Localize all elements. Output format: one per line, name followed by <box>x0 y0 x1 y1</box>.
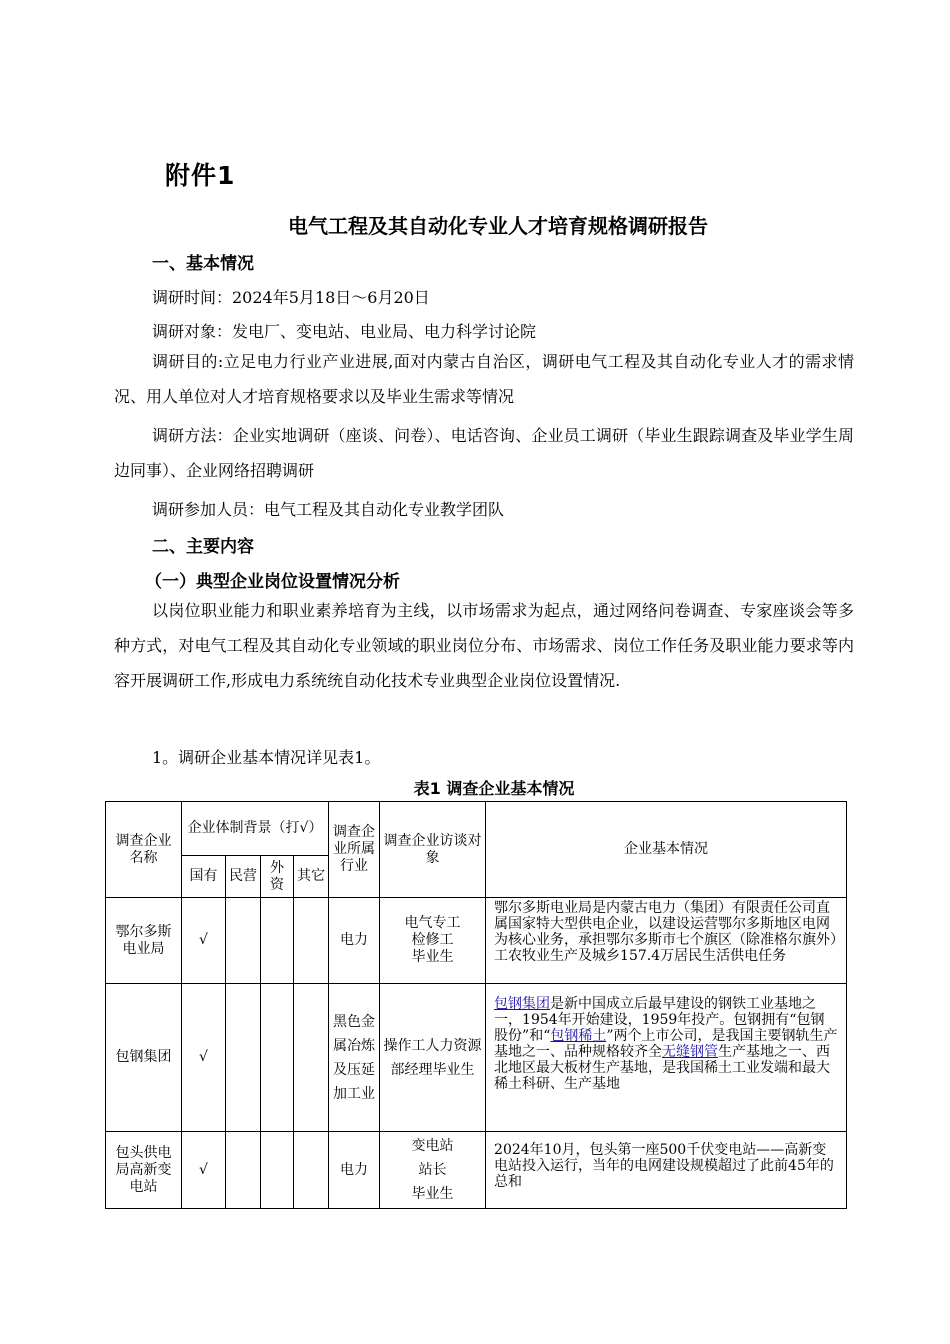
state-owned-check: √ <box>182 984 226 1132</box>
header-foreign: 外资 <box>261 856 294 898</box>
industry-cell: 电力 <box>329 1132 380 1209</box>
subsection1-heading: （一）典型企业岗位设置情况分析 <box>145 572 400 592</box>
other-check <box>294 898 329 984</box>
header-basic-info: 企业基本情况 <box>486 802 847 898</box>
header-private: 民营 <box>226 856 261 898</box>
header-company-name: 调查企业名称 <box>106 802 182 898</box>
company-description: 2024年10月，包头第一座500千伏变电站——高新变电站投入运行，当年的电网建设规模超过了此前45年的总和 <box>486 1132 847 1209</box>
foreign-check <box>261 1132 294 1209</box>
private-check <box>226 898 261 984</box>
table-row <box>106 898 847 984</box>
company-description <box>486 984 847 1132</box>
report-title: 电气工程及其自动化专业人才培育规格调研报告 <box>288 214 708 238</box>
description-text: ”两个上市公司，是我国主要钢轨生产基地之一、品种规格较齐全 <box>494 1028 838 1060</box>
link-baotou-steel-group[interactable]: 包钢集团 <box>494 996 551 1012</box>
state-owned-check: √ <box>182 1132 226 1209</box>
description-text: 生产基地之一、西北地区最大板材生产基地，是我国稀土工业发端和最大稀土科研、生产基地 <box>494 1044 831 1092</box>
table-title: 表1 调查企业基本情况 <box>413 779 575 798</box>
survey-method: 调研方法：企业实地调研（座谈、问卷）、电话咨询、企业员工调研（毕业生跟踪调查及毕业学生周边同事）、企业网络招聘调研 <box>114 426 854 480</box>
table-header-row <box>106 802 847 856</box>
company-name-cell: 包钢集团 <box>106 984 182 1132</box>
section1-heading: 一、基本情况 <box>152 254 254 274</box>
annex-label: 附件1 <box>165 161 236 190</box>
section2-heading: 二、主要内容 <box>152 537 254 557</box>
private-check <box>226 1132 261 1209</box>
link-seamless-steel-pipe[interactable]: 无缝钢管 <box>662 1044 719 1060</box>
interviewee-cell: 操作工人力资源部经理毕业生 <box>380 984 486 1132</box>
other-check <box>294 1132 329 1209</box>
table-reference: 1。调研企业基本情况详见表1。 <box>152 748 381 767</box>
header-state-owned: 国有 <box>182 856 226 898</box>
foreign-check <box>261 898 294 984</box>
company-description: 鄂尔多斯电业局是内蒙古电力（集团）有限责任公司直属国家特大型供电企业，以建设运营鄂尔多斯地区电网为核心业务，承担鄂尔多斯市七个旗区（除准格尔旗外）工农牧业生产及城乡157.4万居民生活供电任务 <box>486 898 847 984</box>
survey-table <box>105 801 847 1209</box>
survey-object: 调研对象：发电厂、变电站、电业局、电力科学讨论院 <box>152 322 537 341</box>
description-text: 是新中国成立后最早建设的钢铁工业基地之一，1954年开始建设，1959年投产。包钢拥有“包钢股份”和“ <box>494 996 825 1044</box>
other-check <box>294 984 329 1132</box>
table-row <box>106 984 847 1132</box>
company-name-cell: 鄂尔多斯电业局 <box>106 898 182 984</box>
survey-time: 调研时间：2024年5月18日～6月20日 <box>152 288 430 307</box>
survey-purpose: 调研目的:立足电力行业产业进展,面对内蒙古自治区，调研电气工程及其自动化专业人才的需求情况、用人单位对人才培育规格要求以及毕业生需求等情况 <box>114 352 854 406</box>
foreign-check <box>261 984 294 1132</box>
header-system-background: 企业体制背景（打√） <box>182 802 329 856</box>
state-owned-check: √ <box>182 898 226 984</box>
interviewee-cell: 电气专工 检修工 毕业生 <box>380 898 486 984</box>
header-other: 其它 <box>294 856 329 898</box>
company-name-cell: 包头供电局高新变电站 <box>106 1132 182 1209</box>
link-baotou-rare-earth[interactable]: 包钢稀土 <box>550 1028 607 1044</box>
table-row <box>106 1132 847 1209</box>
interviewee-cell: 变电站 站长 毕业生 <box>380 1132 486 1209</box>
survey-participants: 调研参加人员：电气工程及其自动化专业教学团队 <box>152 500 505 519</box>
analysis-paragraph: 以岗位职业能力和职业素养培育为主线，以市场需求为起点，通过网络问卷调查、专家座谈会等多种方式，对电气工程及其自动化专业领域的职业岗位分布、市场需求、岗位工作任务及职业能力要求等内容开展调研工作,形成电力系统统自动化技术专业典型企业岗位设置情况. <box>114 601 854 690</box>
header-industry: 调查企业所属行业 <box>329 802 380 898</box>
industry-cell: 黑色金属冶炼及压延加工业 <box>329 984 380 1132</box>
private-check <box>226 984 261 1132</box>
header-interviewee: 调查企业访谈对象 <box>380 802 486 898</box>
industry-cell: 电力 <box>329 898 380 984</box>
